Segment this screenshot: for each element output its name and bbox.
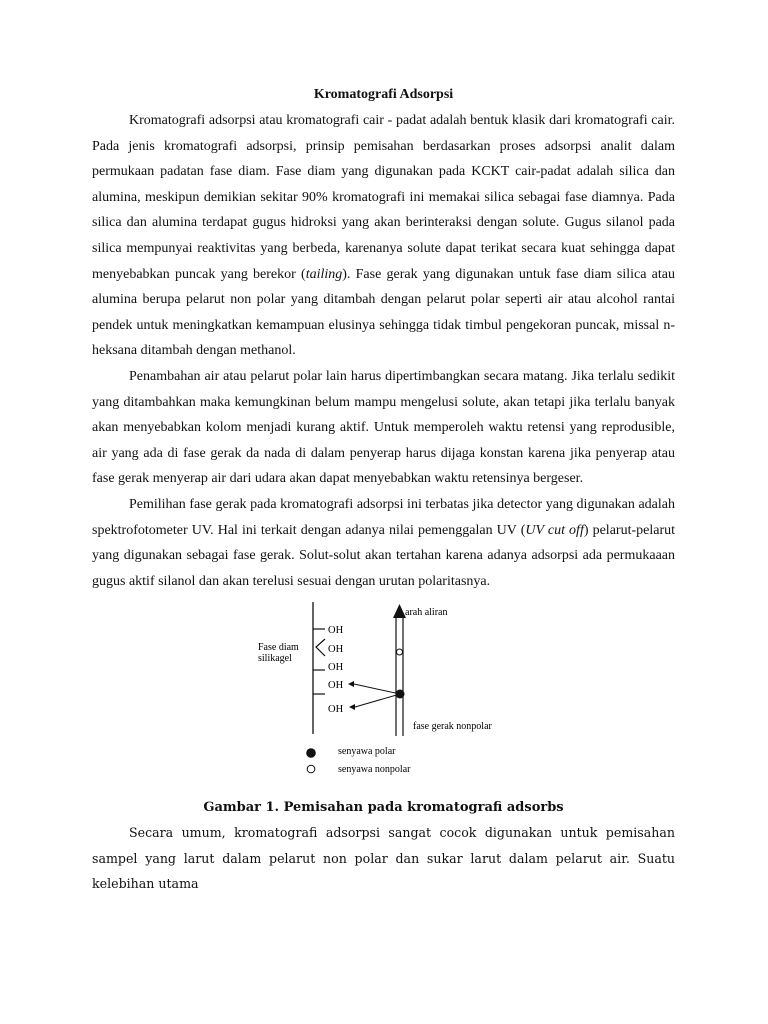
legend-polar-symbol [306, 748, 316, 758]
oh-label-2: OH [328, 644, 344, 656]
fase-diam-label-1: Fase diam [258, 642, 299, 654]
legend-nonpolar-symbol [307, 765, 315, 773]
paragraph-1-italic-term: tailing [305, 266, 343, 282]
figure-caption: Gambar 1. Pemisahan pada kromatografi adsorbs [203, 800, 564, 816]
arrow-head-oh-5 [349, 704, 355, 710]
document-page [92, 84, 675, 897]
paragraph-1 [92, 108, 675, 364]
arah-aliran-label: arah aliran [405, 607, 448, 619]
fase-gerak-label: fase gerak nonpolar [413, 721, 492, 733]
legend-polar-label: senyawa polar [338, 746, 396, 758]
paragraph-3-text-a: Pemilihan fase gerak pada kromatografi adsorpsi ini terbatas jika detector yang digunakan adalah spektrofotometer UV. Hal ini terkait dengan adanya nilai pemenggalan UV ( [92, 496, 675, 538]
oh-label-5: OH [328, 704, 344, 716]
fase-diam-label-2: silikagel [258, 653, 292, 665]
polar-compound-marker [396, 690, 405, 699]
oh-bracket [316, 639, 325, 656]
paragraph-3-text-b: ) pelarut-pelarut yang digunakan sebagai fase gerak. Solut-solut akan tertahan karena adanya adsorpsi ada permukaaan gugus aktif silanol dan akan terelusi sesuai dengan urutan polaritasnya. [92, 522, 675, 589]
paragraph-3 [92, 492, 675, 594]
paragraph-3-italic-term: UV cut off [525, 522, 584, 538]
paragraph-2 [92, 364, 675, 492]
paragraph-4 [92, 820, 675, 897]
oh-label-3: OH [328, 662, 344, 674]
figure-adsorption-diagram [92, 596, 675, 796]
legend-nonpolar-label: senyawa nonpolar [338, 764, 411, 776]
diagram-svg [92, 596, 675, 796]
document-title: Kromatografi Adsorpsi [313, 87, 454, 102]
interaction-line-2 [355, 694, 400, 707]
oh-label-1: OH [328, 625, 344, 637]
oh-label-4: OH [328, 680, 344, 692]
arrow-head-oh-4 [348, 681, 354, 687]
interaction-line-1 [354, 684, 400, 694]
paragraph-2-text: Penambahan air atau pelarut polar lain harus dipertimbangkan secara matang. Jika terlalu sedikit yang ditambahkan maka kemungkinan belum mampu mengelusi solute, akan tetapi jika terlalu banyak akan menyebabkan kolom menjadi kurang aktif. Untuk memperoleh waktu retensi yang reprodusible, air yang ada di fase gerak da nada di dalam penyerap harus dijaga konstan karena jika penyerap atau fase gerak menyerap air dari udara akan dapat menyebabkan waktu retensinya bergeser. [92, 368, 675, 487]
paragraph-1-text-b: ). Fase gerak yang digunakan untuk fase diam silica atau alumina berupa pelarut non polar yang ditambah dengan pelarut polar seperti air atau alcohol rantai pendek untuk meningkatkan kemampuan elusinya sehingga tidak timbul pengekoran puncak, missal n-heksana ditambah dengan methanol. [92, 266, 675, 359]
paragraph-4-text: Secara umum, kromatografi adsorpsi sangat cocok digunakan untuk pemisahan sampel yang larut dalam pelarut non polar dan sukar larut dalam pelarut air. Suatu kelebihan utama [92, 825, 675, 892]
paragraph-1-text-a: Kromatografi adsorpsi atau kromatografi cair - padat adalah bentuk klasik dari kromatografi cair. Pada jenis kromatografi adsorpsi, prinsip pemisahan berdasarkan proses adsorpsi analit dalam permukaan padatan fase diam. Fase diam yang digunakan pada KCKT cair-padat adalah silica dan alumina, meskipun demikian sekitar 90% kromatografi ini memakai silica sebagai fase diamnya. Pada silica dan alumina terdapat gugus hidroksi yang akan berinteraksi dengan solute. Gugus silanol pada silica mempunyai reaktivitas yang berbeda, karenanya solute dapat terikat secara kuat sehingga dapat menyebabkan puncak yang berekor ( [92, 113, 675, 282]
nonpolar-compound-marker [397, 649, 403, 655]
